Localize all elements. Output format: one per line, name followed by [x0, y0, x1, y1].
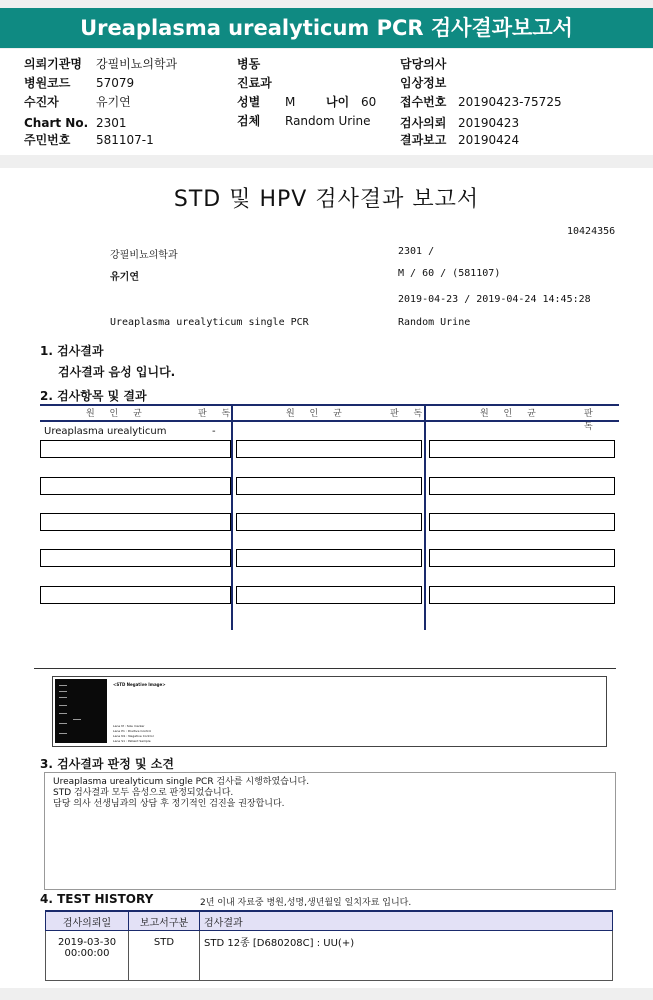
- result-row-box: [40, 549, 231, 567]
- department-label: 진료과: [237, 76, 272, 90]
- history-table: [45, 910, 613, 981]
- section3-title: 3. 검사결과 판정 및 소견: [40, 757, 174, 771]
- result-row-box: [40, 477, 231, 495]
- col-organism-header: 원 인 균: [286, 409, 348, 419]
- gel-band: [59, 691, 67, 692]
- resident-no-label: 주민번호: [24, 133, 71, 147]
- age-value: 60: [361, 95, 377, 109]
- result-row-box: [40, 586, 231, 604]
- sex-value: M: [285, 95, 296, 109]
- organism-name: Ureaplasma urealyticum: [44, 426, 167, 437]
- result-row-box: [236, 586, 422, 604]
- findings-line: 담당 의사 선생님과의 상담 후 정기적인 검진을 권장합니다.: [53, 799, 285, 809]
- history-date: 2019-03-30: [57, 937, 117, 948]
- col-result-header: 판 독: [584, 409, 599, 432]
- reception-no-value: 20190423-75725: [458, 95, 562, 109]
- specimen-value: Random Urine: [285, 114, 371, 128]
- result-row-box: [429, 477, 615, 495]
- result-row-box: [236, 513, 422, 531]
- findings-line: Ureaplasma urealyticum single PCR 검사를 시행하였습니다.: [53, 777, 310, 787]
- section4-title: 4. TEST HISTORY: [40, 892, 154, 906]
- report-chart-line: 2301 /: [398, 246, 435, 257]
- history-time: 00:00:00: [64, 948, 110, 959]
- sex-label: 성별: [237, 95, 261, 109]
- report-date-line: 2019-04-23 / 2019-04-24 14:45:28: [398, 294, 591, 305]
- request-date-value: 20190423: [458, 116, 520, 130]
- report-patient-line: M / 60 / (581107): [398, 268, 501, 279]
- findings-line: STD 검사결과 모두 음성으로 판정되었습니다.: [53, 788, 234, 798]
- report-institution: 강필비뇨의학과: [110, 250, 178, 261]
- document-title: STD 및 HPV 검사결과 보고서: [173, 187, 480, 212]
- gel-image-panel: [52, 676, 607, 747]
- ward-label: 병동: [237, 57, 261, 71]
- history-col-type: 보고서구분: [129, 911, 200, 931]
- report-sheet: [0, 168, 653, 988]
- history-col-date: 검사의뢰일: [46, 911, 129, 931]
- table-row: [46, 931, 613, 981]
- institution-value: 강필비뇨의학과: [96, 57, 178, 71]
- patient-info-header: [0, 49, 653, 155]
- hospital-code-label: 병원코드: [24, 76, 71, 90]
- gel-title: <STD Negative Image>: [113, 682, 166, 687]
- result-row-box: [236, 477, 422, 495]
- clinical-info-label: 임상정보: [400, 76, 447, 90]
- result-row-box: [236, 549, 422, 567]
- gel-band: [73, 719, 81, 720]
- patient-value: 유기연: [96, 95, 131, 109]
- gel-band: [59, 713, 67, 714]
- age-label: 나이: [326, 95, 350, 109]
- report-specimen: Random Urine: [398, 317, 471, 328]
- history-date-cell: [46, 931, 129, 981]
- gel-legend-line: Lane N1 : Negative Control: [113, 734, 154, 738]
- gel-legend-line: Lane M : Size marker: [113, 724, 145, 728]
- report-patient-name: 유기연: [110, 272, 139, 283]
- report-date-value: 20190424: [458, 133, 520, 147]
- gel-band: [59, 685, 67, 686]
- col-organism-header: 원 인 균: [86, 409, 148, 419]
- history-type: STD: [129, 931, 200, 981]
- reception-no-label: 접수번호: [400, 95, 447, 109]
- specimen-label: 검체: [237, 114, 261, 128]
- gel-legend-line: Lane P1 : Positive Control: [113, 729, 152, 733]
- col-organism-header: 원 인 균: [480, 409, 542, 419]
- result-row-box: [429, 586, 615, 604]
- report-banner: Ureaplasma urealyticum PCR 검사결과보고서: [0, 8, 653, 48]
- resident-no-value: 581107-1: [96, 133, 154, 147]
- table-header-rule: [40, 420, 619, 422]
- institution-label: 의뢰기관명: [24, 57, 82, 71]
- section2-title: 2. 검사항목 및 결과: [40, 389, 147, 403]
- patient-label: 수진자: [24, 95, 59, 109]
- gel-band: [59, 705, 67, 706]
- history-col-result: 검사결과: [200, 911, 613, 931]
- organism-result: -: [212, 426, 216, 437]
- table-divider: [424, 404, 426, 630]
- request-date-label: 검사의뢰: [400, 116, 447, 130]
- gel-band: [59, 733, 67, 734]
- gel-band: [59, 723, 67, 724]
- table-divider: [231, 404, 233, 630]
- document-number: 10424356: [567, 226, 616, 237]
- chart-no-value: 2301: [96, 116, 127, 130]
- report-date-label: 결과보고: [400, 133, 447, 147]
- result-row-box: [429, 440, 615, 458]
- result-row-box: [429, 549, 615, 567]
- report-test-name: Ureaplasma urealyticum single PCR: [110, 317, 309, 328]
- chart-no-label: Chart No.: [24, 116, 89, 130]
- hospital-code-value: 57079: [96, 76, 135, 90]
- history-header-row: [46, 911, 613, 931]
- doctor-label: 담당의사: [400, 57, 447, 71]
- result-row-box: [40, 513, 231, 531]
- result-row-box: [429, 513, 615, 531]
- gel-electrophoresis-image: [55, 679, 107, 743]
- result-row-box: [40, 440, 231, 458]
- section-divider: [34, 668, 616, 669]
- result-row-box: [236, 440, 422, 458]
- history-note: 2년 이내 자료중 병원,성명,생년월일 일치자료 입니다.: [200, 898, 412, 908]
- section1-title: 1. 검사결과: [40, 344, 104, 358]
- result-table: [40, 404, 619, 630]
- col-result-header: 판 독: [390, 409, 429, 419]
- history-result: STD 12종 [D680208C] : UU(+): [200, 931, 613, 981]
- findings-box: [44, 772, 616, 890]
- col-result-header: 판 독: [198, 409, 237, 419]
- result-summary: 검사결과 음성 입니다.: [58, 365, 176, 379]
- gel-legend-line: Lane S1 : Patient Sample: [113, 739, 151, 743]
- gel-band: [59, 697, 67, 698]
